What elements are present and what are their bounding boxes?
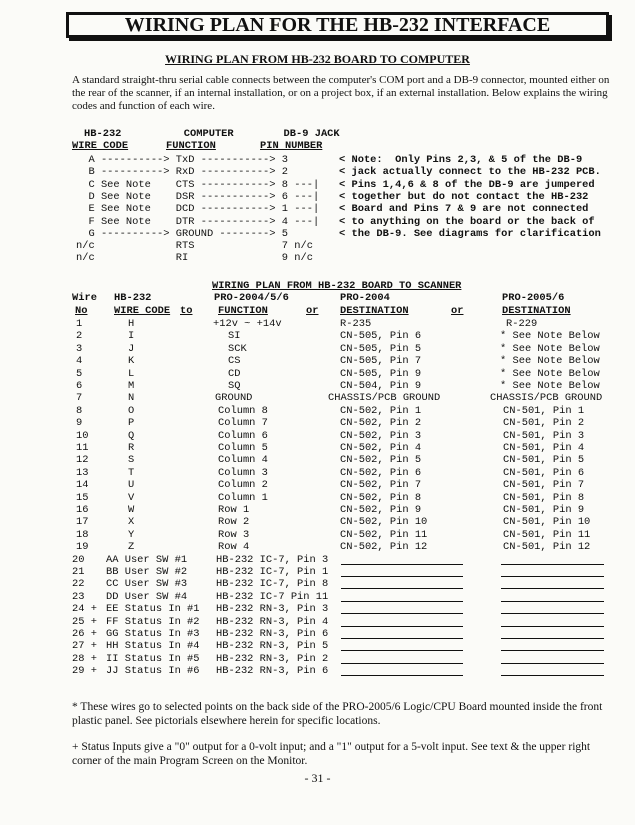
scanner-table-row: AA User SW #1: [106, 553, 188, 566]
scanner-table-row: 15: [76, 491, 89, 504]
computer-table-header-pin: PIN NUMBER: [260, 140, 323, 152]
scanner-table-row: I: [128, 330, 135, 343]
scanner-table-row: CN-505, Pin 9: [340, 367, 422, 380]
scanner-table-row: * See Note Below: [500, 367, 600, 380]
scanner-table-row: Q: [128, 429, 135, 442]
blank-line: [341, 576, 463, 577]
computer-table-header-function: FUNCTION: [166, 140, 216, 152]
scanner-table-row: R: [128, 442, 135, 454]
blank-line: [501, 626, 604, 627]
scanner-table-row: 25 +: [72, 615, 97, 628]
scanner-table-row: 1: [76, 318, 83, 330]
scanner-table-row: CN-502, Pin 4: [340, 442, 422, 454]
scanner-table-header: PRO-2004: [340, 292, 390, 304]
scanner-table-row: CN-502, Pin 12: [340, 541, 428, 554]
scanner-table-row: BB User SW #2: [106, 566, 188, 578]
scanner-table-title: WIRING PLAN FROM HB-232 BOARD TO SCANNER: [212, 280, 462, 292]
scanner-table-row: CHASSIS/PCB GROUND: [328, 392, 441, 405]
computer-table-note: < Pins 1,4,6 & 8 of the DB-9 are jumpered: [339, 178, 595, 191]
scanner-table-row: JJ Status In #6: [106, 665, 200, 678]
blank-line: [501, 576, 604, 577]
scanner-table-row: GG Status In #3: [106, 628, 200, 640]
scanner-table-row: 13: [76, 466, 89, 479]
scanner-table-row: HB-232 IC-7 Pin 11: [216, 590, 329, 603]
intro-paragraph: A standard straight-thru serial cable connects between the computer's COM port and a DB-9 connector, mounted either on the rear of the scanner, if an internal installation, or on a project box, if an external installation. Below explains the wiring codes and function of each wire.: [72, 74, 610, 112]
scanner-table-row: 20: [72, 553, 85, 566]
scanner-table-row: HB-232 IC-7, Pin 1: [216, 566, 329, 578]
scanner-table-row: CC User SW #3: [106, 578, 188, 591]
blank-line: [501, 601, 604, 602]
scanner-table-header: to: [180, 305, 193, 317]
scanner-table-row: 24 +: [72, 603, 97, 616]
blank-line: [501, 638, 604, 639]
computer-table-note: < Board and Pins 7 & 9 are not connected: [339, 203, 589, 216]
computer-table-header: HB-232 COMPUTER DB-9 JACK: [84, 128, 340, 140]
scanner-table-row: L: [128, 367, 135, 380]
scanner-table-row: * See Note Below: [500, 342, 600, 355]
scanner-table-row: Column 3: [218, 466, 268, 479]
computer-table-row: A ----------> TxD -----------> 3: [76, 154, 289, 166]
scanner-table-row: H: [128, 318, 135, 330]
scanner-table-row: CN-502, Pin 6: [340, 466, 422, 479]
scanner-table-row: K: [128, 355, 135, 368]
scanner-table-row: * See Note Below: [500, 355, 600, 368]
scanner-table-row: CN-501, Pin 9: [503, 504, 585, 516]
scanner-table-row: Row 4: [218, 541, 250, 554]
scanner-table-row: 26 +: [72, 628, 97, 640]
scanner-table-row: * See Note Below: [500, 330, 600, 343]
scanner-table-row: HB-232 RN-3, Pin 6: [216, 628, 329, 640]
scanner-table-row: X: [128, 516, 135, 529]
scanner-table-row: HB-232 RN-3, Pin 4: [216, 615, 329, 628]
scanner-table-row: CN-501, Pin 7: [503, 479, 585, 492]
scanner-table-row: 16: [76, 504, 89, 516]
blank-line: [341, 650, 463, 651]
scanner-table-row: Column 5: [218, 442, 268, 454]
scanner-table-row: CN-501, Pin 10: [503, 516, 591, 529]
scanner-table-row: HH Status In #4: [106, 640, 200, 653]
blank-line: [341, 613, 463, 614]
scanner-table-row: 21: [72, 566, 85, 578]
scanner-table-row: Column 2: [218, 479, 268, 492]
scanner-table-row: CN-505, Pin 6: [340, 330, 422, 343]
scanner-table-row: CN-504, Pin 9: [340, 380, 422, 392]
scanner-table-row: CN-501, Pin 2: [503, 417, 585, 430]
scanner-table-row: Row 3: [218, 528, 250, 541]
blank-line: [341, 675, 463, 676]
scanner-table-row: U: [128, 479, 135, 492]
scanner-table-row: T: [128, 466, 135, 479]
scanner-table-row: 11: [76, 442, 89, 454]
scanner-table-row: CN-501, Pin 4: [503, 442, 585, 454]
computer-table-note: < to anything on the board or the back of: [339, 215, 595, 228]
scanner-table-row: +12v ~ +14v: [213, 318, 282, 330]
scanner-table-header: or: [306, 305, 319, 317]
scanner-table-row: Column 6: [218, 429, 268, 442]
scanner-table-row: CN-501, Pin 12: [503, 541, 591, 554]
blank-line: [501, 650, 604, 651]
computer-table-row: E See Note DCD -----------> 1 ---|: [76, 203, 320, 216]
scanner-table-row: CN-501, Pin 1: [503, 404, 585, 417]
scanner-table-row: HB-232 IC-7, Pin 3: [216, 553, 329, 566]
scanner-table-row: Y: [128, 528, 135, 541]
scanner-table-row: P: [128, 417, 135, 430]
computer-table-note: < jack actually connect to the HB-232 PCB.: [339, 166, 601, 179]
scanner-table-row: DD User SW #4: [106, 590, 188, 603]
scanner-table-row: CN-502, Pin 5: [340, 454, 422, 467]
scanner-table-row: 17: [76, 516, 89, 529]
scanner-table-row: CN-502, Pin 9: [340, 504, 422, 516]
scanner-table-header: PRO-2005/6: [502, 292, 565, 304]
scanner-table-row: CN-502, Pin 7: [340, 479, 422, 492]
scanner-table-row: CD: [228, 367, 241, 380]
scanner-table-row: CN-501, Pin 11: [503, 528, 591, 541]
scanner-table-header: Wire: [72, 292, 97, 304]
blank-line: [501, 588, 604, 589]
scanner-table-row: 23: [72, 590, 85, 603]
footnote-asterisk: * These wires go to selected points on the back side of the PRO-2005/6 Logic/CPU Board mounted inside the front plastic panel. See pictorials elsewhere herein for specific locations.: [72, 701, 603, 727]
scanner-table-row: 29 +: [72, 665, 97, 678]
scanner-table-row: HB-232 RN-3, Pin 2: [216, 652, 329, 665]
scanner-table-row: 5: [76, 367, 83, 380]
scanner-table-row: CN-505, Pin 5: [340, 342, 422, 355]
scanner-table-row: CN-502, Pin 8: [340, 491, 422, 504]
section-subtitle: WIRING PLAN FROM HB-232 BOARD TO COMPUTER: [165, 52, 470, 66]
scanner-table-row: O: [128, 404, 135, 417]
scanner-table-row: Column 4: [218, 454, 268, 467]
scanner-table-row: 10: [76, 429, 89, 442]
scanner-table-row: HB-232 RN-3, Pin 6: [216, 665, 329, 678]
scanner-table-row: HB-232 RN-3, Pin 5: [216, 640, 329, 653]
footnote-plus: + Status Inputs give a "0" output for a 0-volt input; and a "1" output for a 5-volt input. See text & the upper right corner of the main Program Screen on the Monitor.: [72, 741, 591, 767]
scanner-table-row: 4: [76, 355, 83, 368]
scanner-table-header: PRO-2004/5/6: [214, 292, 289, 304]
scanner-table-row: GROUND: [215, 392, 253, 405]
scanner-table-row: CN-501, Pin 3: [503, 429, 585, 442]
scanner-table-row: 28 +: [72, 652, 97, 665]
scanner-table-row: CN-501, Pin 5: [503, 454, 585, 467]
scanner-table-header: WIRE CODE: [114, 305, 171, 317]
scanner-table-row: Row 1: [218, 504, 250, 516]
scanner-table-row: 22: [72, 578, 85, 591]
scanner-table-row: II Status In #5: [106, 652, 200, 665]
scanner-table-row: 19: [76, 541, 89, 554]
computer-table-row: n/c RI 9 n/c: [76, 252, 313, 265]
blank-line: [341, 564, 463, 565]
blank-line: [341, 638, 463, 639]
scanner-table-row: SI: [228, 330, 241, 343]
page-number: - 31 -: [304, 771, 331, 785]
scanner-table-row: V: [128, 491, 135, 504]
blank-line: [341, 588, 463, 589]
computer-table-row: n/c RTS 7 n/c: [76, 240, 313, 253]
page-title: WIRING PLAN FOR THE HB-232 INTERFACE: [66, 12, 609, 38]
scanner-table-row: W: [128, 504, 135, 516]
scanner-table-header: No: [75, 305, 88, 317]
scanner-table-row: CN-502, Pin 11: [340, 528, 428, 541]
blank-line: [341, 601, 463, 602]
scanner-table-row: 12: [76, 454, 89, 467]
blank-line: [501, 675, 604, 676]
scanner-table-row: CN-501, Pin 8: [503, 491, 585, 504]
scanner-table-row: 27 +: [72, 640, 97, 653]
scanner-table-row: FF Status In #2: [106, 615, 200, 628]
blank-line: [501, 663, 604, 664]
blank-line: [341, 663, 463, 664]
scanner-table-row: CHASSIS/PCB GROUND: [490, 392, 603, 405]
scanner-table-row: 7: [76, 392, 83, 405]
scanner-table-row: CN-502, Pin 3: [340, 429, 422, 442]
scanner-table-row: CN-501, Pin 6: [503, 466, 585, 479]
scanner-table-row: EE Status In #1: [106, 603, 200, 616]
computer-table-row: D See Note DSR -----------> 6 ---|: [76, 190, 320, 203]
computer-table-header-wire-code: WIRE CODE: [72, 140, 129, 152]
blank-line: [341, 626, 463, 627]
scanner-table-row: CN-505, Pin 7: [340, 355, 422, 368]
scanner-table-row: Row 2: [218, 516, 250, 529]
scanner-table-row: CS: [228, 355, 241, 368]
scanner-table-row: 14: [76, 479, 89, 492]
scanner-table-header: DESTINATION: [502, 305, 571, 317]
scanner-table-row: CN-502, Pin 1: [340, 404, 422, 417]
scanner-table-row: J: [128, 342, 135, 355]
scanner-table-row: CN-502, Pin 10: [340, 516, 428, 529]
scanner-table-row: Column 8: [218, 404, 268, 417]
scanner-table-row: 3: [76, 342, 83, 355]
scanner-table-header: DESTINATION: [340, 305, 409, 317]
scanner-table-row: 18: [76, 528, 89, 541]
computer-table-note: < together but do not contact the HB-232: [339, 190, 589, 203]
scanner-table-row: R-235: [340, 318, 372, 330]
scanner-table-row: CN-502, Pin 2: [340, 417, 422, 430]
scanner-table-header: FUNCTION: [218, 305, 268, 317]
scanner-table-row: S: [128, 454, 135, 467]
scanner-table-row: 6: [76, 380, 83, 392]
scanner-table-header: HB-232: [114, 292, 152, 304]
blank-line: [501, 564, 604, 565]
scanner-table-row: Z: [128, 541, 135, 554]
scanner-table-row: SQ: [228, 380, 241, 392]
computer-table-row: F See Note DTR -----------> 4 ---|: [76, 215, 320, 228]
computer-table-note: < Note: Only Pins 2,3, & 5 of the DB-9: [339, 154, 583, 166]
computer-table-note: < the DB-9. See diagrams for clarification: [339, 227, 601, 240]
scanner-table-row: Column 1: [218, 491, 268, 504]
computer-table-row: C See Note CTS -----------> 8 ---|: [76, 178, 320, 191]
blank-line: [501, 613, 604, 614]
scanner-table-row: 2: [76, 330, 83, 343]
scanner-table-row: Column 7: [218, 417, 268, 430]
scanner-table-header: or: [451, 305, 464, 317]
scanner-table-row: M: [128, 380, 135, 392]
scanner-table-row: HB-232 RN-3, Pin 3: [216, 603, 329, 616]
scanner-table-row: N: [128, 392, 135, 405]
scanner-table-row: SCK: [228, 342, 247, 355]
scanner-table-row: 8: [76, 404, 83, 417]
scanner-table-row: HB-232 IC-7, Pin 8: [216, 578, 329, 591]
computer-table-row: B ----------> RxD -----------> 2: [76, 166, 289, 179]
scanner-table-row: * See Note Below: [500, 380, 600, 392]
scanner-table-row: R-229: [506, 318, 538, 330]
computer-table-row: G ----------> GROUND --------> 5: [76, 227, 289, 240]
scanner-table-row: 9: [76, 417, 83, 430]
